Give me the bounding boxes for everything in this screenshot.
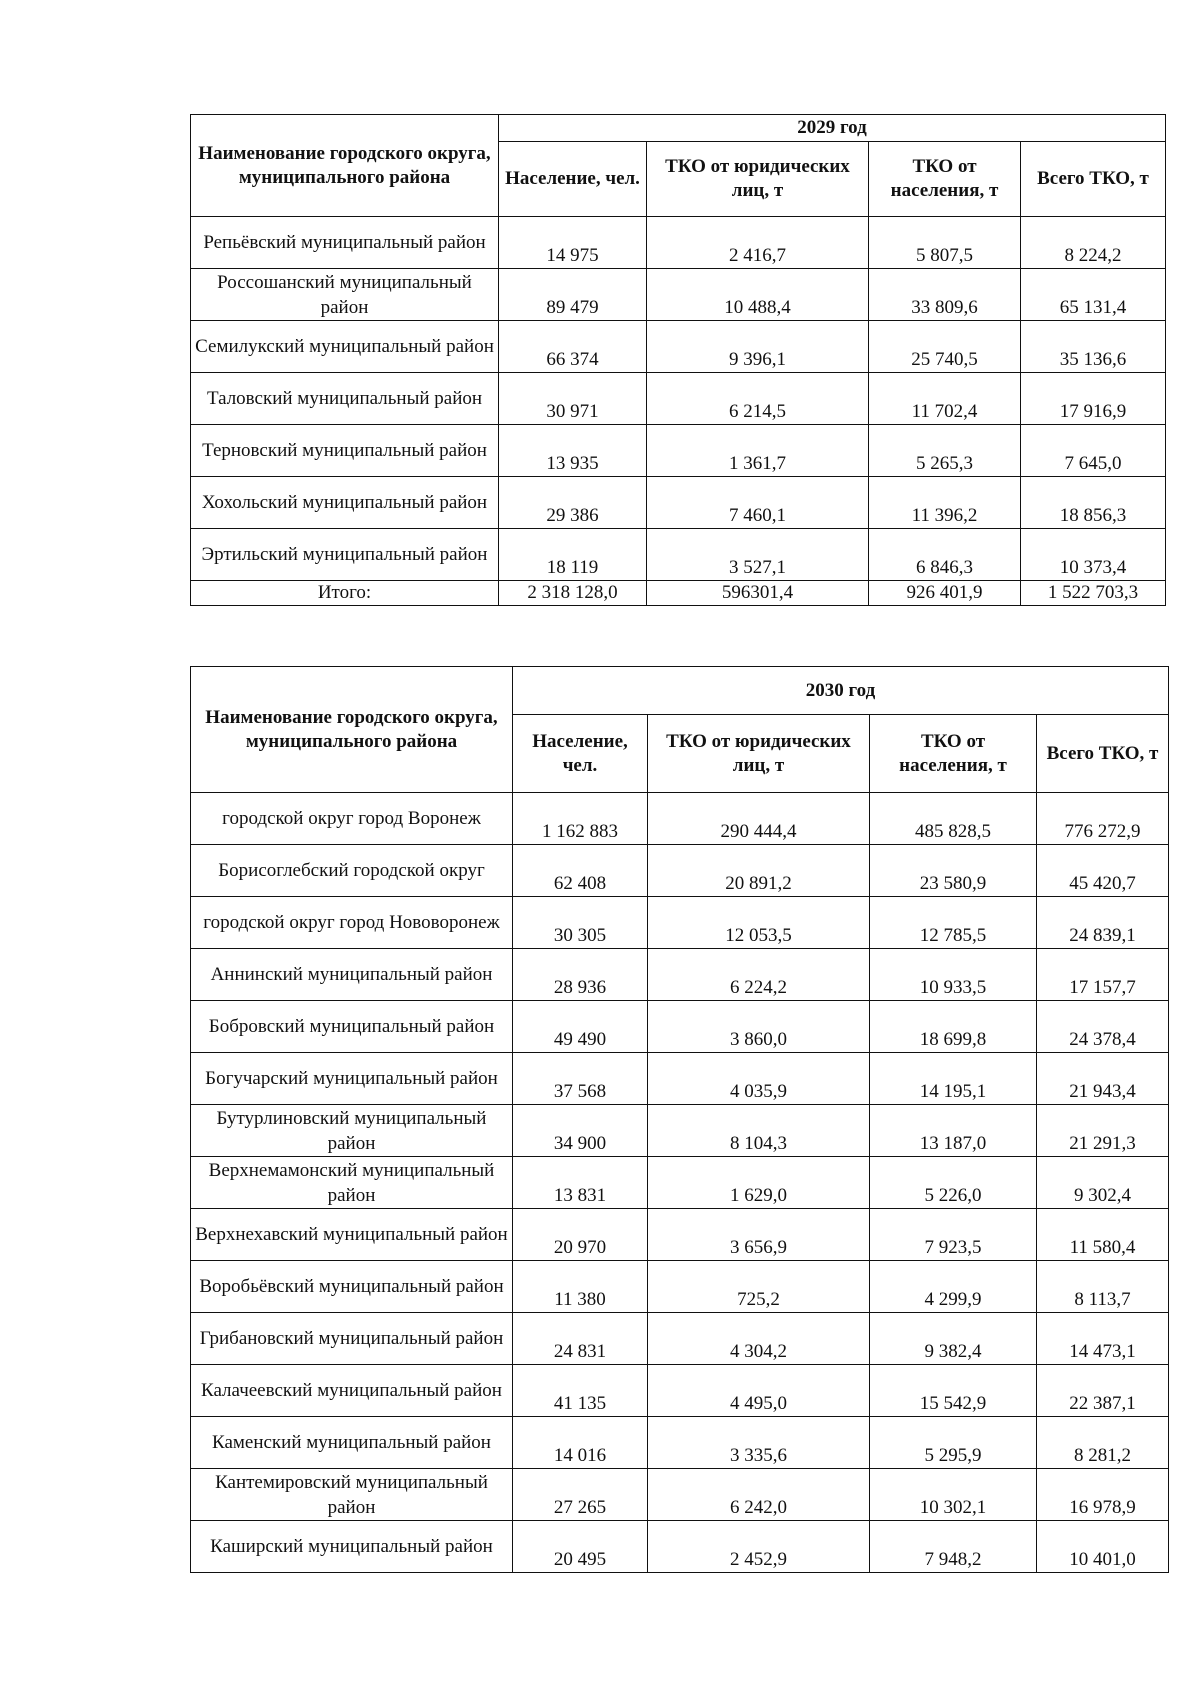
cell-population: 89 479	[499, 269, 647, 321]
cell-total: 10 401,0	[1037, 1521, 1169, 1573]
cell-population: 27 265	[513, 1469, 648, 1521]
cell-legal: 4 495,0	[648, 1365, 870, 1417]
cell-name: Бобровский муниципальный район	[191, 1001, 513, 1053]
cell-legal: 9 396,1	[647, 321, 869, 373]
cell-population: 13 831	[513, 1157, 648, 1209]
cell-population: 13 935	[499, 425, 647, 477]
cell-total: 17 916,9	[1021, 373, 1166, 425]
cell-name: Репьёвский муниципальный район	[191, 217, 499, 269]
cell-population: 1 162 883	[513, 793, 648, 845]
cell-population: 11 380	[513, 1261, 648, 1313]
cell-legal: 7 460,1	[647, 477, 869, 529]
table-body	[191, 793, 1169, 1573]
cell-residents: 33 809,6	[869, 269, 1021, 321]
cell-name: Борисоглебский городской округ	[191, 845, 513, 897]
cell-total: 18 856,3	[1021, 477, 1166, 529]
cell-population: 14 975	[499, 217, 647, 269]
cell-population: 41 135	[513, 1365, 648, 1417]
cell-residents: 25 740,5	[869, 321, 1021, 373]
cell-total: 11 580,4	[1037, 1209, 1169, 1261]
cell-residents: 13 187,0	[870, 1105, 1037, 1157]
total-residents: 926 401,9	[869, 581, 1021, 606]
total-label: Итого:	[191, 581, 499, 606]
total-legal: 596301,4	[647, 581, 869, 606]
header-name: Наименование городского округа, муниципального района	[191, 115, 499, 217]
table-row	[191, 1001, 1169, 1053]
cell-name: Россошанский муниципальный район	[191, 269, 499, 321]
cell-total: 22 387,1	[1037, 1365, 1169, 1417]
cell-legal: 3 860,0	[648, 1001, 870, 1053]
table-row	[191, 529, 1166, 581]
cell-name: Кантемировский муниципальный район	[191, 1469, 513, 1521]
cell-residents: 23 580,9	[870, 845, 1037, 897]
cell-residents: 485 828,5	[870, 793, 1037, 845]
waste-table-2029	[190, 114, 1166, 606]
cell-legal: 10 488,4	[647, 269, 869, 321]
cell-legal: 3 527,1	[647, 529, 869, 581]
cell-population: 20 970	[513, 1209, 648, 1261]
table-row	[191, 321, 1166, 373]
table-row	[191, 897, 1169, 949]
cell-total: 35 136,6	[1021, 321, 1166, 373]
cell-residents: 15 542,9	[870, 1365, 1037, 1417]
cell-total: 45 420,7	[1037, 845, 1169, 897]
table-row	[191, 1469, 1169, 1521]
cell-residents: 5 265,3	[869, 425, 1021, 477]
total-total: 1 522 703,3	[1021, 581, 1166, 606]
cell-population: 18 119	[499, 529, 647, 581]
table-row	[191, 477, 1166, 529]
cell-name: Хохольский муниципальный район	[191, 477, 499, 529]
cell-name: городской округ город Воронеж	[191, 793, 513, 845]
cell-legal: 12 053,5	[648, 897, 870, 949]
cell-total: 17 157,7	[1037, 949, 1169, 1001]
header-total: Всего ТКО, т	[1037, 715, 1169, 793]
table-row	[191, 425, 1166, 477]
cell-population: 29 386	[499, 477, 647, 529]
header-legal: ТКО от юридических лиц, т	[647, 142, 869, 217]
table-row	[191, 845, 1169, 897]
cell-population: 34 900	[513, 1105, 648, 1157]
cell-residents: 12 785,5	[870, 897, 1037, 949]
cell-total: 7 645,0	[1021, 425, 1166, 477]
header-total: Всего ТКО, т	[1021, 142, 1166, 217]
cell-residents: 5 807,5	[869, 217, 1021, 269]
cell-residents: 5 295,9	[870, 1417, 1037, 1469]
cell-legal: 6 242,0	[648, 1469, 870, 1521]
cell-name: Грибановский муниципальный район	[191, 1313, 513, 1365]
cell-population: 28 936	[513, 949, 648, 1001]
table-row	[191, 1417, 1169, 1469]
header-legal: ТКО от юридических лиц, т	[648, 715, 870, 793]
waste-table-2030	[190, 666, 1169, 1573]
table-row	[191, 1313, 1169, 1365]
cell-total: 16 978,9	[1037, 1469, 1169, 1521]
cell-total: 21 291,3	[1037, 1105, 1169, 1157]
cell-total: 65 131,4	[1021, 269, 1166, 321]
cell-residents: 7 948,2	[870, 1521, 1037, 1573]
header-year: 2030 год	[513, 667, 1169, 715]
table-row	[191, 1157, 1169, 1209]
total-row	[191, 581, 1166, 606]
cell-legal: 6 224,2	[648, 949, 870, 1001]
table-body	[191, 217, 1166, 581]
cell-name: Семилукский муниципальный район	[191, 321, 499, 373]
cell-name: Каширский муниципальный район	[191, 1521, 513, 1573]
cell-residents: 7 923,5	[870, 1209, 1037, 1261]
cell-population: 20 495	[513, 1521, 648, 1573]
cell-residents: 18 699,8	[870, 1001, 1037, 1053]
cell-name: Калачеевский муниципальный район	[191, 1365, 513, 1417]
cell-residents: 11 396,2	[869, 477, 1021, 529]
header-population: Население, чел.	[499, 142, 647, 217]
table-row	[191, 793, 1169, 845]
cell-name: Воробьёвский муниципальный район	[191, 1261, 513, 1313]
cell-residents: 9 382,4	[870, 1313, 1037, 1365]
table-row	[191, 1105, 1169, 1157]
header-year: 2029 год	[499, 115, 1166, 142]
cell-population: 62 408	[513, 845, 648, 897]
cell-residents: 14 195,1	[870, 1053, 1037, 1105]
table-row	[191, 1261, 1169, 1313]
cell-total: 8 113,7	[1037, 1261, 1169, 1313]
cell-legal: 2 416,7	[647, 217, 869, 269]
cell-legal: 1 629,0	[648, 1157, 870, 1209]
cell-name: Верхнемамонский муниципальный район	[191, 1157, 513, 1209]
cell-total: 8 224,2	[1021, 217, 1166, 269]
header-population: Население, чел.	[513, 715, 648, 793]
cell-name: Верхнехавский муниципальный район	[191, 1209, 513, 1261]
cell-name: городской округ город Нововоронеж	[191, 897, 513, 949]
cell-residents: 11 702,4	[869, 373, 1021, 425]
cell-population: 66 374	[499, 321, 647, 373]
cell-legal: 20 891,2	[648, 845, 870, 897]
cell-population: 24 831	[513, 1313, 648, 1365]
cell-legal: 6 214,5	[647, 373, 869, 425]
cell-legal: 290 444,4	[648, 793, 870, 845]
cell-total: 10 373,4	[1021, 529, 1166, 581]
cell-legal: 8 104,3	[648, 1105, 870, 1157]
cell-residents: 5 226,0	[870, 1157, 1037, 1209]
cell-residents: 10 302,1	[870, 1469, 1037, 1521]
cell-legal: 3 656,9	[648, 1209, 870, 1261]
cell-total: 9 302,4	[1037, 1157, 1169, 1209]
cell-total: 8 281,2	[1037, 1417, 1169, 1469]
cell-legal: 4 304,2	[648, 1313, 870, 1365]
cell-population: 30 305	[513, 897, 648, 949]
cell-name: Терновский муниципальный район	[191, 425, 499, 477]
cell-name: Эртильский муниципальный район	[191, 529, 499, 581]
table-row	[191, 1365, 1169, 1417]
cell-name: Таловский муниципальный район	[191, 373, 499, 425]
cell-legal: 4 035,9	[648, 1053, 870, 1105]
total-population: 2 318 128,0	[499, 581, 647, 606]
table-row	[191, 373, 1166, 425]
table-row	[191, 1521, 1169, 1573]
cell-residents: 6 846,3	[869, 529, 1021, 581]
table-row	[191, 217, 1166, 269]
table-row	[191, 1053, 1169, 1105]
cell-population: 49 490	[513, 1001, 648, 1053]
cell-population: 30 971	[499, 373, 647, 425]
cell-total: 21 943,4	[1037, 1053, 1169, 1105]
cell-population: 37 568	[513, 1053, 648, 1105]
table-row	[191, 1209, 1169, 1261]
cell-total: 24 839,1	[1037, 897, 1169, 949]
cell-legal: 2 452,9	[648, 1521, 870, 1573]
header-name: Наименование городского округа, муниципального района	[191, 667, 513, 793]
cell-legal: 725,2	[648, 1261, 870, 1313]
cell-total: 776 272,9	[1037, 793, 1169, 845]
cell-legal: 3 335,6	[648, 1417, 870, 1469]
cell-residents: 4 299,9	[870, 1261, 1037, 1313]
cell-residents: 10 933,5	[870, 949, 1037, 1001]
cell-name: Бутурлиновский муниципальный район	[191, 1105, 513, 1157]
cell-total: 24 378,4	[1037, 1001, 1169, 1053]
cell-population: 14 016	[513, 1417, 648, 1469]
table-row	[191, 269, 1166, 321]
cell-name: Аннинский муниципальный район	[191, 949, 513, 1001]
cell-name: Богучарский муниципальный район	[191, 1053, 513, 1105]
cell-name: Каменский муниципальный район	[191, 1417, 513, 1469]
cell-legal: 1 361,7	[647, 425, 869, 477]
table-row	[191, 949, 1169, 1001]
header-residents: ТКО от населения, т	[869, 142, 1021, 217]
cell-total: 14 473,1	[1037, 1313, 1169, 1365]
header-residents: ТКО от населения, т	[870, 715, 1037, 793]
